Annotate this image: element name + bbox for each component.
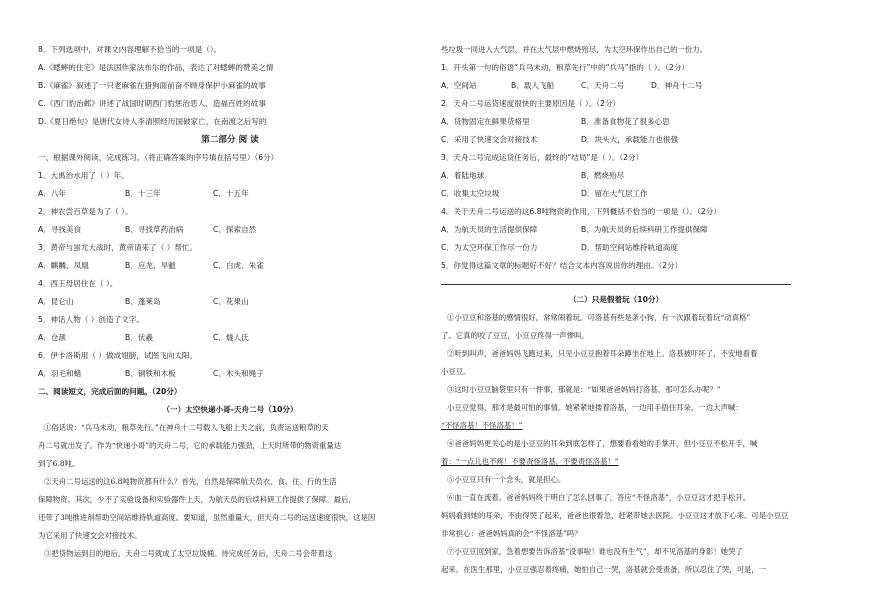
reading-q1-opt-c: C．天舟二号 — [581, 81, 625, 90]
sec1-q3-opt-c: C．白虎、朱雀 — [213, 261, 264, 270]
story-line: 小豆豆觉得，那才是最可怕的事情。她紧紧地搂着洛基，一边用手捂住耳朵，一边大声喊： — [447, 403, 743, 412]
reading-q3-opt-d: D．留在大气层工作 — [581, 189, 648, 198]
sec1-q2: 2．神农尝百草是为了（ ）。 — [38, 207, 133, 216]
story-line: ②听到叫声，爸爸妈妈飞跑过来，只见小豆豆抱着耳朵蹲坐在地上。洛基被吓坏了，不安地看着 — [447, 349, 758, 358]
reading-q1-opt-b: B．载人飞船 — [511, 81, 555, 90]
reading-q4-opt-c: C．为太空环保工作尽一份力 — [441, 243, 538, 252]
reading-q3-opt-b: B．燃烧殆尽 — [581, 171, 625, 180]
sec1-q4-opt-b: B．蓬莱岛 — [125, 297, 161, 306]
sec1-q5-opt-b: B．伏羲 — [125, 333, 153, 342]
reading-q2-opt-b: B．准备食物花了很多心思 — [581, 117, 670, 126]
sec1-q4: 4．西王母居住在（ ）。 — [38, 279, 118, 288]
sec1-q3-opt-a: A．麒麟、凤凰 — [38, 261, 89, 270]
reading-q3-opt-a: A．着陆地球 — [441, 171, 485, 180]
sec1-q5-opt-a: A．仓颉 — [38, 333, 66, 342]
story-line: 妈妈看到她的耳朵，不由得哭了起来，爸爸也很着急，赶紧带她去医院。小豆豆这才放下心来。可是小豆豆 — [441, 511, 789, 520]
story-line-underlined: 着：“一点儿也不疼！不要责怪洛基，不要责怪洛基！” — [441, 457, 619, 466]
reading-q4-opt-b: B．为航天员的后续科研工作提供保障 — [581, 225, 708, 234]
reading-q1: 1．开头第一句的俗语“兵马未动，粮草先行”中的“兵马”指的（ ）。（2分） — [441, 63, 690, 72]
story-line: ④爸爸妈妈更关心的是小豆豆的耳朵到底怎样了，想要看看她的手掌开，但小豆豆不松开手，喊 — [447, 439, 758, 448]
reading-q4: 4．关于天舟二号运送的这6.8吨物资的作用，下列概括不恰当的一项是（）。（2分） — [441, 207, 721, 216]
reading-q4-opt-a: A．为航天员的生活提供保障 — [441, 225, 538, 234]
q8-option-d: D.《夏日绝句》是唐代女诗人李清照经历国破家亡，在南渡之后写的 — [38, 117, 267, 126]
q8-option-c: C.《西门豹治邺》讲述了战国时期西门豹惩治恶人、造福百姓的故事 — [38, 99, 266, 108]
reading-q2: 2．天舟二号运货速度很快的主要原因是（ ）。（2分） — [441, 99, 621, 108]
sec2-intro: 二、阅读短文，完成后面的问题。（20分） — [38, 387, 182, 396]
sec2-para-line: 还带了3吨推进剂帮助空间站维持轨道高度。要知道，虽然重量大，但天舟二号的运送速度很快，这是因 — [38, 513, 376, 522]
reading-q3-opt-c: C．收集太空垃圾 — [441, 189, 500, 198]
sec2-para-line: 为它采用了快速交会对接技术。 — [38, 531, 142, 540]
story-line-underlined: “不怪洛基！不怪洛基！” — [441, 421, 523, 430]
sec1-q6: 6．伊卡洛斯用（ ）做成翅膀，试图飞向太阳。 — [38, 351, 198, 360]
sec1-q5: 5．神话人物（ ）创造了文字。 — [38, 315, 144, 324]
story-line: ⑥血一直在流着。爸爸妈妈终于明白了怎么回事了，答应“不怪洛基”，小豆豆这才把手松开。 — [447, 493, 751, 502]
reading-q4-opt-d: D．帮助空间站维持轨道高度 — [581, 243, 678, 252]
sec1-q1-opt-b: B．十三年 — [125, 189, 161, 198]
sec1-q4-opt-a: A．昆仑山 — [38, 297, 74, 306]
sec1-q1: 1．大禹治水用了（ ）年。 — [38, 171, 129, 180]
sec2-para-line: 保障物资。其次，少不了实验设备和实验器件上天，为航天员的后续科研工作提供了保障。最后， — [38, 495, 356, 504]
reading-q1-opt-d: D．神舟十二号 — [651, 81, 703, 90]
reading-continued-line: 些垃圾一同进入大气层，并在大气层中燃烧殆尽，为太空环保作出自己的一份力。 — [441, 45, 708, 54]
sec1-q3: 3．黄帝与蚩尤大战时，黄帝请来了（ ）帮忙。 — [38, 243, 198, 252]
story-line: ①小豆豆和洛基的感情很好，常常闹着玩。可洛基有些是条小狗，有一次跟着玩着玩“动真格” — [447, 313, 751, 322]
story-line: 小豆豆。 — [441, 367, 471, 376]
sec2-para-line: ③把货物运到目的地后，天舟二号就成了太空垃圾桶。待完成任务后，天舟二号会带着这 — [44, 549, 333, 558]
sec1-intro: 一、根据课外阅读，完成练习。（将正确答案的序号填在括号里）（6分） — [38, 153, 279, 162]
sec2-para-line: ②天舟二号运送的这6.8吨物资都有什么？首先，自然是保障航天员衣、食、住、行的生活 — [44, 477, 337, 486]
sec1-q6-opt-c: C．木头和绳子 — [213, 369, 264, 378]
sec2-para-line: 到了6.8吨。 — [38, 459, 80, 468]
section-divider — [441, 284, 791, 285]
story-line: ⑤小豆豆只有一个念头，就是担心。 — [447, 475, 566, 484]
sec2-sub2-title: （二）只是假着玩（10分） — [568, 295, 664, 304]
reading-q5: 5．你觉得这篇文章的标题好不好？结合文本内容说说你的理由。（2分） — [441, 261, 683, 270]
reading-q1-opt-a: A．空间站 — [441, 81, 477, 90]
sec1-q1-opt-c: C．十五年 — [213, 189, 249, 198]
q8-option-a: A.《蟋蟀的住宅》是法国作家法布尔的作品，表达了对蟋蟀的赞美之情 — [38, 63, 274, 72]
q8-stem: 8．下列选项中，对课文内容理解不恰当的一项是（）。 — [38, 45, 222, 54]
sec1-q2-opt-a: A．寻找美食 — [38, 225, 82, 234]
sec2-sub1-title: （一）太空快递小哥-天舟二号（10分） — [162, 405, 298, 414]
story-line: 起来。在医生那里，小豆豆强忍着疼痛，她怕自己一哭，洛基就会受责备，所以忍住了哭，可是，一 — [441, 565, 767, 574]
sec2-para-line: ①俗话说：“兵马未动，粮草先行。”在神舟十二号载人飞船上天之前，负责运送粮草的天 — [44, 423, 329, 432]
sec1-q1-opt-a: A．八年 — [38, 189, 66, 198]
sec1-q3-opt-b: B．应龙、旱魃 — [125, 261, 176, 270]
reading-q3: 3．天舟二号完成运货任务后，最终的“结局”是（ ）。（2分） — [441, 153, 644, 162]
reading-q2-opt-d: D．块头大，承载能力也很强 — [581, 135, 678, 144]
sec1-q6-opt-a: A．羽毛和蜡 — [38, 369, 82, 378]
part2-title: 第二部分 阅 读 — [201, 135, 259, 145]
story-line: ⑦小豆豆回到家，急着想要告诉洛基“没事啦！谁也没有生气”，却不见洛基的身影！她哭了 — [447, 547, 743, 556]
reading-q2-opt-a: A．货物固定在鲜果货格里 — [441, 117, 530, 126]
sec2-para-line: 舟二号就出发了。作为“快递小哥”的天舟二号，它的承载能力强劲，上天时所带的物资重量达 — [38, 441, 342, 450]
story-line: ③这时小豆豆脑袋里只有一件事，那就是：“如果爸爸妈妈打洛基，那可怎么办呢？” — [447, 385, 721, 394]
sec1-q4-opt-c: C．花果山 — [213, 297, 249, 306]
sec1-q2-opt-b: B．寻找草药治病 — [125, 225, 184, 234]
story-line: 了。它真的咬了豆豆，小豆豆疼得一声惨叫。 — [441, 331, 589, 340]
sec1-q5-opt-c: C．燧人氏 — [213, 333, 249, 342]
sec1-q6-opt-b: B．铜铁和木板 — [125, 369, 176, 378]
story-line: 非常担心：爸爸妈妈真的会“不怪洛基”吗？ — [441, 529, 582, 538]
reading-q2-opt-c: C．采用了快速交会对接技术 — [441, 135, 538, 144]
q8-option-b: B.《麻雀》叙述了一只老麻雀在猎狗面前奋不顾身保护小麻雀的故事 — [38, 81, 266, 90]
sec1-q2-opt-c: C．探索自然 — [213, 225, 257, 234]
